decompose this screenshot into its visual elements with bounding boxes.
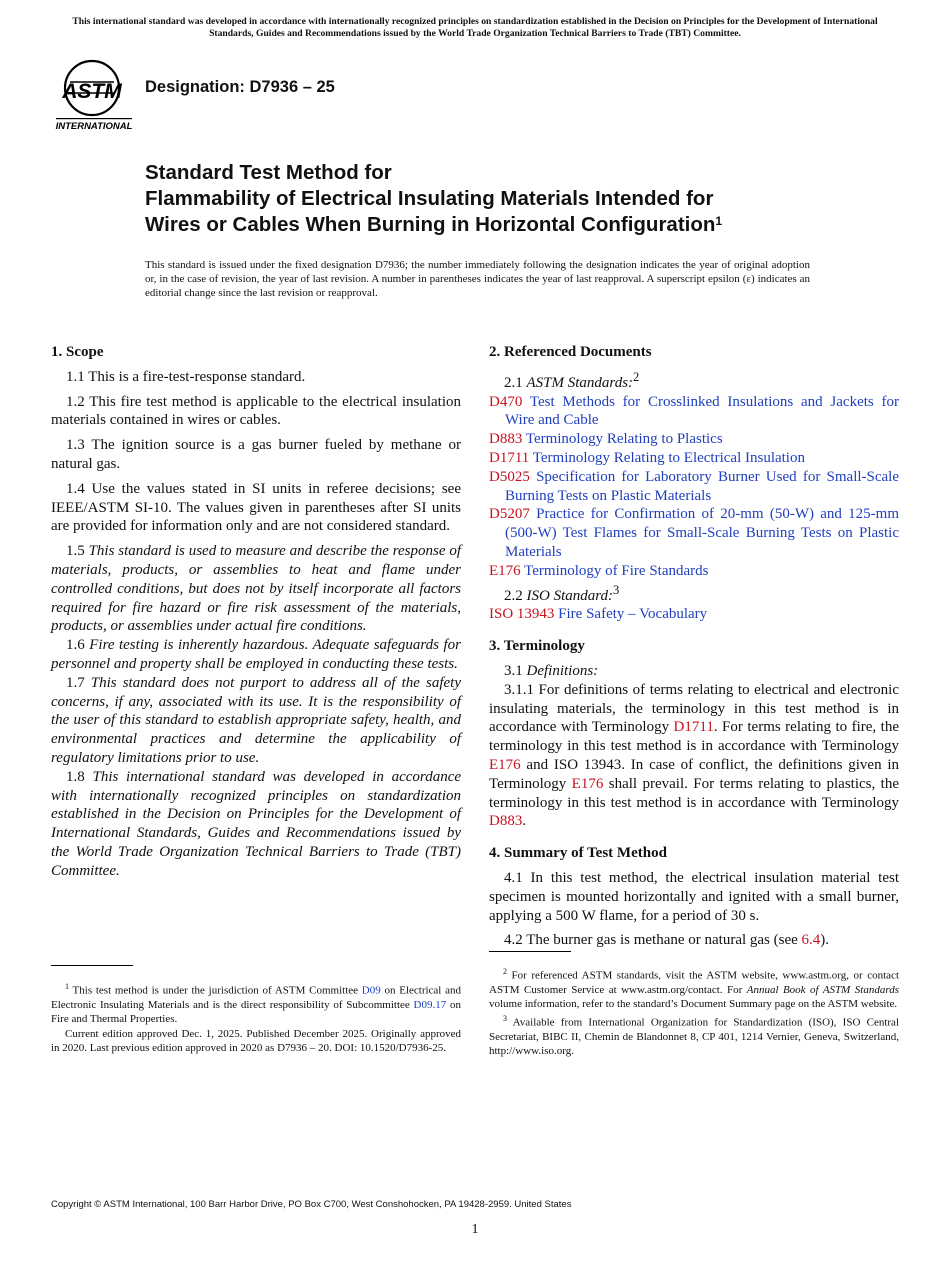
section-summary-heading: 4. Summary of Test Method xyxy=(489,845,667,862)
reference-title[interactable]: Specification for Laboratory Burner Used for Small-Scale Burning Tests on Plastic Materials xyxy=(505,468,900,504)
right-column xyxy=(489,343,899,950)
section-scope-heading: 1. Scope xyxy=(51,344,104,360)
reference-code[interactable]: D5207 xyxy=(489,506,530,523)
footnote-2: $^2$ For referenced ASTM standards, visit the ASTM website, www.astm.org, or contact ASTM Customer Service at www.astm.org/contact. For Annual Book of ASTM Standards volume information, refer to the standard’s Document Summary page on the ASTM website. xyxy=(489,967,899,1011)
reference-code[interactable]: ISO 13943 xyxy=(489,606,555,623)
reference-item[interactable] xyxy=(489,505,899,561)
reference-item[interactable] xyxy=(489,562,899,581)
edition-note: Current edition approved Dec. 1, 2025. Published December 2025. Originally approved in 2020. Last previous edition approved in 2020 as D7936 – 20. DOI: 10.1520/D7936-25. xyxy=(51,1027,461,1054)
section-terminology-heading: 3. Terminology xyxy=(489,638,585,655)
document-title xyxy=(145,160,905,240)
scope-1-3: 1.3 The ignition source is a gas burner fueled by methane or natural gas. xyxy=(51,437,461,472)
link-d883[interactable]: D883 xyxy=(489,813,523,830)
footnotes-right xyxy=(489,965,899,1058)
left-column xyxy=(51,343,461,881)
summary-4-1: 4.1 In this test method, the electrical insulation material test specimen is mounted horizontally and ignited with a small burner, applying a 500 W flame, for a period of 30 s. xyxy=(489,869,899,924)
reference-item-iso[interactable] xyxy=(489,605,899,624)
scope-1-5: 1.5 This standard is used to measure and describe the response of materials, products, or assemblies to heat and flame under controlled conditions, but does not by itself incorporate all factors required for fire hazard or fire risk assessment of the materials, products, or assemblies under actual fire conditions. xyxy=(51,543,461,635)
reference-title[interactable]: Terminology of Fire Standards xyxy=(524,562,709,579)
page-number: 1 xyxy=(471,1222,479,1237)
logo-word: INTERNATIONAL xyxy=(55,121,133,132)
reference-code[interactable]: E176 xyxy=(489,562,521,579)
iso-standard-label: 2.2 ISO Standard:$^3$ xyxy=(504,582,620,604)
title-line-1: Standard Test Method for xyxy=(145,161,392,184)
reference-item[interactable] xyxy=(489,449,899,468)
link-section-6-4[interactable]: 6.4 xyxy=(801,932,821,949)
footnote-1: $^1$ This test method is under the jurisdiction of ASTM Committee D09 on Electrical and Electronic Insulating Materials and is the direct responsibility of Subcommittee D09.17 on Fire and Thermal Properties. xyxy=(51,982,462,1026)
summary-4-2: 4.2 The burner gas is methane or natural gas (see 6.4). xyxy=(504,932,830,949)
scope-1-1: 1.1 This is a fire-test-response standard. xyxy=(66,368,306,385)
reference-item[interactable] xyxy=(489,393,899,431)
footnote-3: $^3$ Available from International Organization for Standardization (ISO), ISO Central Secretariat, BIBC II, Chemin de Blandonnet 8, CP 401, 1214 Vernier, Geneva, Switzerland, http://www.iso.org. xyxy=(489,1013,899,1057)
issue-note: This standard is issued under the fixed designation D7936; the number immediately following the designation indicates the year of original adoption or, in the case of revision, the year of last revision. A number in parentheses indicates the year of last reapproval. A superscript epsilon (ε) indicates an editorial change since the last revision or reapproval. xyxy=(145,259,810,299)
scope-1-4: 1.4 Use the values stated in SI units in referee decisions; see IEEE/ASTM SI-10. The values given in parentheses after SI units are provided for information only and are not considered standard. xyxy=(51,480,461,535)
reference-code[interactable]: D5025 xyxy=(489,468,530,485)
section-references-heading: 2. Referenced Documents xyxy=(489,344,652,360)
logo-letters: ASTM xyxy=(62,80,122,103)
title-line-2: Flammability of Electrical Insulating Materials Intended for xyxy=(145,187,714,210)
reference-title[interactable]: Fire Safety – Vocabulary xyxy=(558,606,708,623)
footnote-rule-right xyxy=(489,951,571,952)
reference-code[interactable]: D883 xyxy=(489,431,523,448)
footnote-rule-left xyxy=(51,965,133,966)
wto-notice: This international standard was developed in accordance with internationally recognized principles on standardization established in the Decision on Principles for the Development of International Standards, Guides and Recommendations issued by the World Trade Organization Technical Barriers to Trade (TBT) Committee. xyxy=(72,16,878,39)
reference-title[interactable]: Terminology Relating to Plastics xyxy=(525,431,723,448)
reference-title[interactable]: Terminology Relating to Electrical Insulation xyxy=(532,449,805,466)
reference-item[interactable] xyxy=(489,468,899,506)
link-e176[interactable]: E176 xyxy=(489,756,521,773)
reference-code[interactable]: D470 xyxy=(489,393,523,410)
reference-list xyxy=(489,393,899,581)
designation: Designation: D7936 – 25 xyxy=(145,78,335,96)
link-d1711[interactable]: D1711 xyxy=(673,719,714,736)
footnotes-left xyxy=(51,980,461,1055)
scope-1-6: 1.6 Fire testing is inherently hazardous. Adequate safeguards for personnel and property shall be employed in conducting these tests. xyxy=(51,637,461,672)
astm-standards-label: 2.1 ASTM Standards:$^2$ xyxy=(504,369,640,391)
terminology-3-1-1: 3.1.1 For definitions of terms relating to electrical and electronic insulating materials, the terminology in this test method is in accordance with Terminology D1711. For terms relating to fire, the terminology in this test method is in accordance with Terminology E176 and ISO 13943. In case of conflict, the definitions given in Terminology E176 shall prevail. For terms relating to plastics, the terminology in this test method is in accordance with Terminology D883. xyxy=(489,681,899,830)
copyright-notice: Copyright © ASTM International, 100 Barr Harbor Drive, PO Box C700, West Conshohocken, PA 19428-2959. United States xyxy=(51,1199,572,1210)
reference-item[interactable] xyxy=(489,430,899,449)
scope-1-7: 1.7 This standard does not purport to address all of the safety concerns, if any, associated with its use. It is the responsibility of the user of this standard to establish appropriate safety, health, and environmental practices and determine the applicability of regulatory limitations prior to use. xyxy=(51,674,461,766)
scope-1-2: 1.2 This fire test method is applicable to the electrical insulation materials contained in wires or cables. xyxy=(51,393,461,429)
title-footnote-mark: 1 xyxy=(715,214,723,228)
reference-code[interactable]: D1711 xyxy=(489,449,530,466)
scope-1-8: 1.8 This international standard was developed in accordance with internationally recognized principles on standardization established in the Decision on Principles for the Development of International Standards, Guides and Recommendations issued by the World Trade Organization Technical Barriers to Trade (TBT) Committee. xyxy=(51,768,462,879)
reference-title[interactable]: Test Methods for Crosslinked Insulations and Jackets for Wire and Cable xyxy=(505,393,900,429)
link-d09[interactable]: D09 xyxy=(361,984,381,997)
title-line-3: Wires or Cables When Burning in Horizontal Configuration$^1$ xyxy=(145,213,723,236)
reference-title[interactable]: Practice for Confirmation of 20-mm (50-W) and 125-mm (500-W) Test Flames for Small-Scale Burning Tests on Plastic Materials xyxy=(505,506,899,560)
link-e176[interactable]: E176 xyxy=(571,775,604,792)
astm-logo xyxy=(54,58,134,132)
link-d09-17[interactable]: D09.17 xyxy=(413,998,447,1011)
definitions-label: 3.1 Definitions: xyxy=(504,662,599,679)
